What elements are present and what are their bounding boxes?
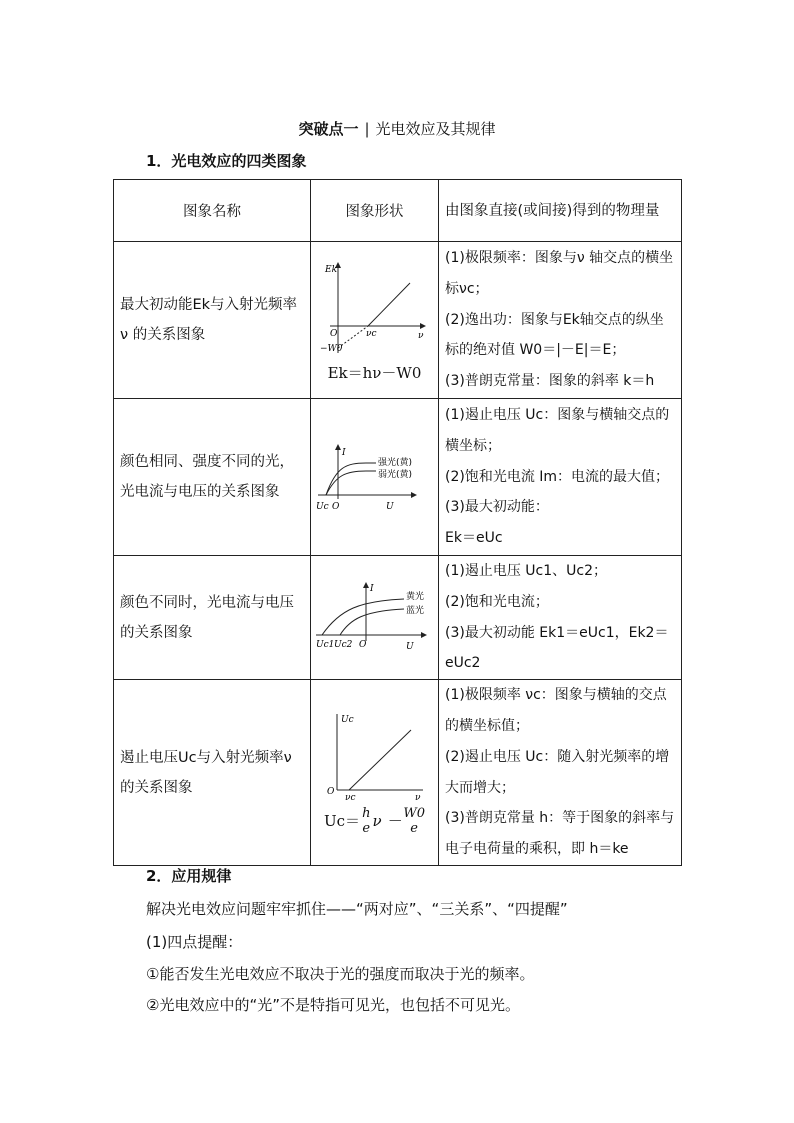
strong-light-curve	[326, 463, 376, 495]
axis-label-x: U	[385, 502, 394, 512]
row-description: (1)极限频率 νc：图象与横轴的交点的横坐标值； (2)遏止电压 Uc：随入射光频率的增大而增大； (3)普朗克常量 h：等于图象的斜率与电子电荷量的乘积，即 h＝ke	[439, 680, 682, 866]
axis-label-y: I	[369, 583, 374, 594]
table-row	[114, 242, 682, 399]
table-row	[114, 680, 682, 866]
graph-cell	[311, 399, 439, 556]
threshold-label: νc	[365, 328, 377, 339]
current-voltage-color-graph	[314, 579, 436, 657]
section-heading-1: 1．光电效应的四类图象	[146, 152, 307, 170]
current-voltage-intensity-graph	[316, 437, 434, 517]
axis-label-x: ν	[414, 792, 420, 802]
row-description: (1)遏止电压 Uc1、Uc2； (2)饱和光电流； (3)最大初动能 Ek1＝eUc1，Ek2＝ eUc2	[439, 556, 682, 680]
paragraph: ①能否发生光电效应不取决于光的强度而取决于光的频率。	[146, 965, 535, 983]
table-header-row	[114, 180, 682, 242]
stop-voltage-label: Uc	[315, 502, 329, 512]
axis-label-y: Ek	[324, 264, 337, 275]
table-row	[114, 556, 682, 680]
row-name: 最大初动能Ek与入射光频率ν 的关系图象	[114, 242, 311, 399]
paragraph: ②光电效应中的“光”不是特指可见光，也包括不可见光。	[146, 996, 520, 1014]
row-description: (1)遏止电压 Uc：图象与横轴交点的横坐标； (2)饱和光电流 Im：电流的最大值； (3)最大初动能： Ek＝eUc	[439, 399, 682, 556]
weak-light-curve	[326, 471, 376, 495]
page-title: 突破点一 | 光电效应及其规律	[298, 120, 496, 138]
row-name: 颜色相同、强度不同的光，光电流与电压的关系图象	[114, 399, 311, 556]
yellow-light-curve	[322, 599, 404, 635]
strong-light-label: 强光(黄)	[377, 458, 412, 468]
header-name: 图象名称	[114, 180, 311, 242]
stop-voltage-2-label: Uc2	[333, 639, 352, 650]
axis-label-x: U	[405, 641, 414, 652]
yellow-light-label: 黄光	[405, 591, 424, 602]
axis-label-y: Uc	[340, 714, 354, 725]
weak-light-label: 弱光(黄)	[377, 470, 412, 480]
section-heading-2: 2．应用规律	[146, 867, 232, 885]
header-shape: 图象形状	[311, 180, 439, 242]
row-name: 颜色不同时，光电流与电压的关系图象	[114, 556, 311, 680]
row-name: 遏止电压Uc与入射光频率ν 的关系图象	[114, 680, 311, 866]
origin-label: O	[326, 786, 334, 797]
row-description: (1)极限频率：图象与ν 轴交点的横坐标νc； (2)逸出功：图象与Ek轴交点的纵坐标的绝对值 W0＝|－E|＝E； (3)普朗克常量：图象的斜率 k＝h	[439, 242, 682, 399]
origin-label: O	[331, 502, 339, 512]
paragraph: 解决光电效应问题牢牢抓住——“两对应”、“三关系”、“四提醒”	[146, 900, 568, 918]
table-row	[114, 399, 682, 556]
threshold-label: νc	[344, 792, 356, 802]
graph-cell	[311, 556, 439, 680]
intercept-label: −W0	[319, 343, 343, 354]
ek-line	[368, 283, 410, 326]
blue-light-curve	[340, 609, 404, 635]
paragraph: (1)四点提醒：	[146, 933, 243, 951]
stop-voltage-1-label: Uc1	[315, 639, 334, 650]
axis-label-x: ν	[417, 330, 423, 341]
uc-line	[349, 730, 411, 790]
axis-label-y: I	[341, 448, 346, 458]
formula-uc: Uc＝ h e ν － W0 e	[324, 805, 425, 836]
graph-cell	[311, 242, 439, 399]
stop-voltage-vs-frequency-graph	[323, 710, 427, 802]
graph-cell	[311, 680, 439, 866]
origin-label: O	[358, 639, 366, 650]
blue-light-label: 蓝光	[405, 605, 424, 616]
ek-vs-frequency-graph	[320, 258, 430, 358]
origin-label: O	[329, 328, 337, 339]
formula-ek: Ek＝hν－W0	[327, 363, 422, 382]
graph-table	[113, 179, 682, 866]
header-quantity: 由图象直接(或间接)得到的物理量	[439, 180, 682, 242]
